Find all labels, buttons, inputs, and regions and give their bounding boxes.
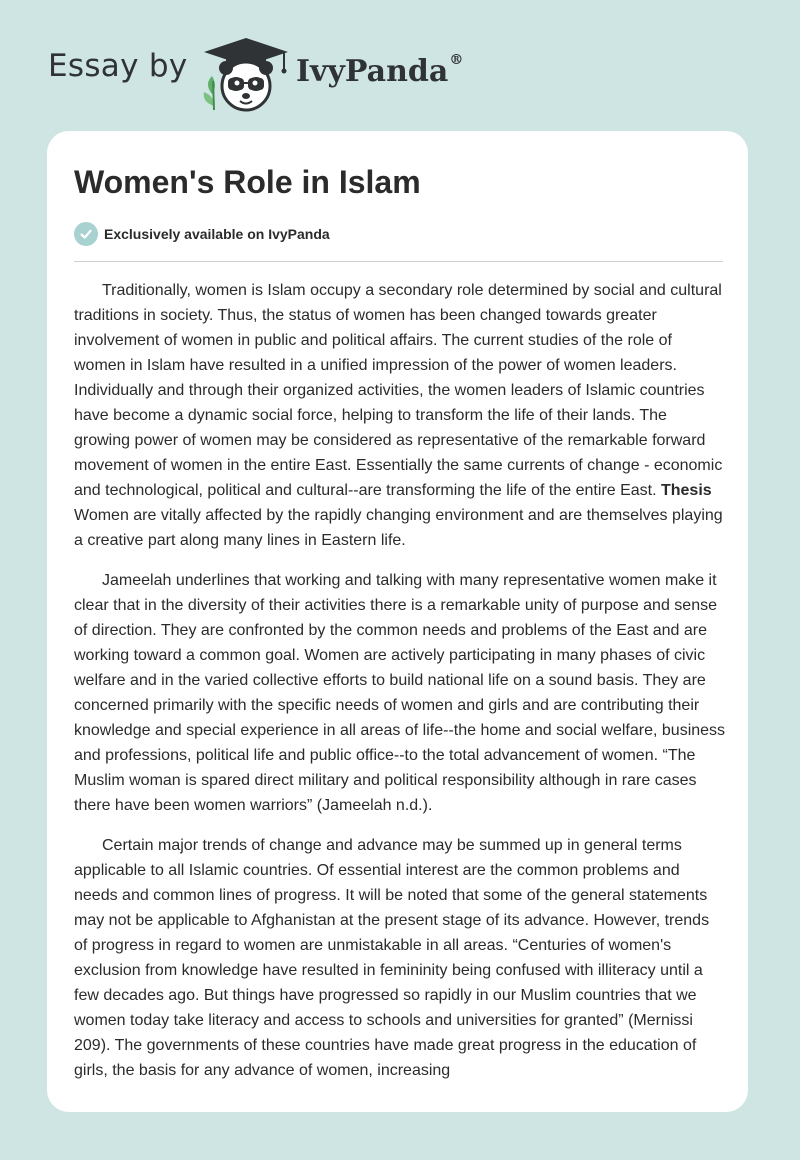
paragraph-2: Jameelah underlines that working and talking with many representative women make it clear that in the diversity of their activities there is a remarkable unity of purpose and sense of direction. They are confronted by the common needs and problems of the East and are working toward a common goal. Women are actively participating in many phases of civic welfare and in the varied collective efforts to build national life on a sound basis. They are concerned primarily with the specific needs of women and girls and are contributing their knowledge and special experience in all areas of life--the home and social welfare, business and professions, political life and public office--to the total advancement of women. “The Muslim woman is spared direct military and political responsibility although in rare cases there have been women warriors” (Jameelah n.d.). (74, 572, 726, 814)
paragraph-1-text-end: Women are vitally affected by the rapidly changing environment and are themselves playing a creative part along many lines in Eastern life. (74, 507, 723, 549)
paragraph-3: Certain major trends of change and advance may be summed up in general terms applicable to all Islamic countries. Of essential interest are the common problems and needs and common lines of progress. It will be noted that some of the general statements may not be applicable to Afghanistan at the present stage of its advance. However, trends of progress in regard to women are unmistakable in all areas. “Centuries of women's exclusion from knowledge have resulted in femininity being confused with illiteracy until a few decades ago. But things have progressed so rapidly in our Muslim countries that we women today take literacy and access to schools and universities for granted” (Mernissi 209). The governments of these countries have made great progress in the education of girls, the basis for any advance of women, increasing (74, 837, 710, 1079)
thesis-label: Thesis (660, 482, 712, 499)
essay-by-label: Essay by (48, 48, 188, 84)
paragraph-1-text-start: Traditionally, women is Islam occupy a secondary role determined by social and cultural traditions in society. Thus, the status of women has been changed towards greater involvement of women in public and political affairs. The current studies of the role of women in Islam have resulted in a unified impression of the power of women leaders. Individually and through their organized activities, the women leaders of Islamic countries have become a dynamic social force, helping to transform the life of their lands. The growing power of women may be considered as representative of the remarkable forward movement of women in the entire East. Essentially the same currents of change - economic and technological, political and cultural--are transforming the life of the entire East. (74, 282, 723, 499)
essay-title: Women's Role in Islam (74, 164, 421, 200)
essay-card (47, 131, 748, 1112)
divider (74, 261, 723, 262)
exclusive-badge (74, 222, 330, 246)
panda-graduate-icon[interactable] (200, 36, 292, 112)
brand-name-text: IvyPanda (296, 54, 449, 89)
brand-name[interactable] (296, 54, 463, 89)
check-circle-icon (74, 222, 98, 246)
site-header (0, 0, 800, 130)
paragraph-1 (74, 278, 726, 553)
exclusive-badge-text: Exclusively available on IvyPanda (104, 226, 330, 242)
registered-mark: ® (449, 52, 464, 68)
essay-body (74, 278, 726, 1098)
